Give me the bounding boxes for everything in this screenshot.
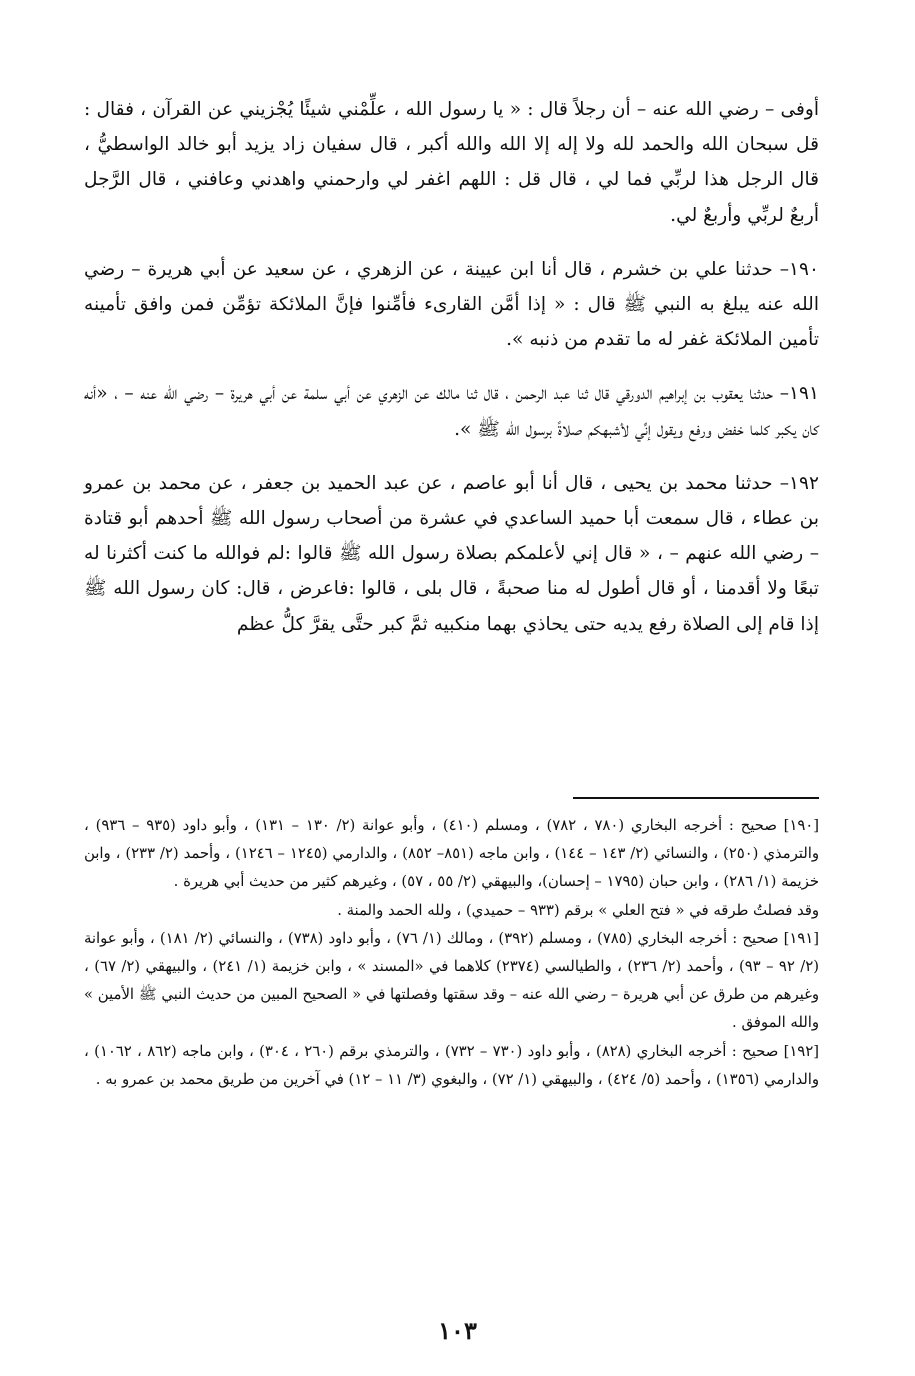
footnotes: [84, 812, 819, 1094]
footnote-separator: [573, 797, 819, 799]
footnote-191: [١٩١] صحيح : أخرجه البخاري (٧٨٥) ، ومسلم (٣٩٢) ، ومالك (١/ ٧٦) ، وأبو داود (٧٣٨) ، والنسائي (٢/ ١٨١) ، وأبو عوانة (٢/ ٩٢ – ٩٣) ، وأحمد (٢/ ٢٣٦) ، والطيالسي (٢٣٧٤) كلاهما في «المسند » ، وابن خزيمة (١/ ٢٤١) ، والبيهقي (٢/ ٦٧) ، وغيرهم من طرق عن أبي هريرة – رضي الله عنه – وقد سقتها وفصلتها في « الصحيح المبين من حديث النبي ﷺ الأمين » والله الموفق .: [84, 929, 819, 1032]
hadith-191: ١٩١– حدثنا يعقوب بن إبراهيم الدورقي قال ثنا عبد الرحمن ، قال ثنا مالك عن الزهري عن أبي سلمة عن أبي هريرة – رضي الله عنه – ، «أنه كان يكبر كلما خفض ورفع ويقول إنِّي لأشبهكم صلاةً برسول الله ﷺ ».: [84, 383, 819, 440]
page-number: ١٠٣: [438, 1316, 477, 1345]
footnote-192: [١٩٢] صحيح : أخرجه البخاري (٨٢٨) ، وأبو داود (٧٣٠ – ٧٣٢) ، والترمذي برقم (٢٦٠ ، ٣٠٤) ، وابن ماجه (٨٦٢ ، ١٠٦٢) ، والدارمي (١٣٥٦) ، وأحمد (٥/ ٤٢٤) ، والبيهقي (١/ ٧٢) ، والبغوي (٣/ ١١ – ١٢) في آخرين من طريق محمد بن عمرو به .: [84, 1042, 819, 1088]
hadith-192: ١٩٢– حدثنا محمد بن يحيى ، قال أنا أبو عاصم ، عن عبد الحميد بن جعفر ، عن محمد بن عمرو بن عطاء ، قال سمعت أبا حميد الساعدي في عشرة من أصحاب رسول الله ﷺ أحدهم أبو قتادة – رضي الله عنهم – ، « قال إني لأعلمكم بصلاة رسول الله ﷺ قالوا :لم فوالله ما كنت أكثرنا له تبعًا ولا أقدمنا ، أو قال أطول له منا صحبةً ، قال بلى ، قالوا :فاعرض ، قال: كان رسول الله ﷺ إذا قام إلى الصلاة رفع يديه حتى يحاذي بهما منكبيه ثمَّ كبر حتَّى يقرَّ كلُّ عظم: [84, 472, 819, 635]
footnote-190-note: وقد فصلتُ طرقه في « فتح العلي » برقم (٩٣٣ – حميدي) ، ولله الحمد والمنة .: [337, 901, 819, 919]
hadith-190: ١٩٠– حدثنا علي بن خشرم ، قال أنا ابن عيينة ، عن الزهري ، عن سعيد عن أبي هريرة – رضي الله عنه يبلغ به النبي ﷺ قال : « إذا أمَّن القارىء فأمِّنوا فإنَّ الملائكة تؤمِّن فمن وافق تأمينه تأمين الملائكة غفر له ما تقدم من ذنبه ».: [84, 258, 819, 351]
paragraph-continuation: أوفى – رضي الله عنه – أن رجلاً قال : « يا رسول الله ، علِّمْني شيئًا يُجْزيني عن القرآن ، فقال : قل سبحان الله والحمد لله ولا إله إلا الله والله أكبر ، قال سفيان زاد يزيد أبو خالد الواسطيُّ ، قال الرجل هذا لربِّي فما لي ، قال قل : اللهم اغفر لي وارحمني واهدني وعافني ، قال الرَّجل أربعٌ لربِّي وأربعٌ لي.: [84, 99, 819, 226]
footnote-190: [١٩٠] صحيح : أخرجه البخاري (٧٨٠ ، ٧٨٢) ، ومسلم (٤١٠) ، وأبو عوانة (٢/ ١٣٠ – ١٣١) ، وأبو داود (٩٣٥ – ٩٣٦) ، والترمذي (٢٥٠) ، والنسائي (٢/ ١٤٣ – ١٤٤) ، وابن ماجه (٨٥١– ٨٥٢) ، والدارمي (١٢٤٥ – ١٢٤٦) ، وأحمد (٢/ ٢٣٣) ، وابن خزيمة (١/ ٢٨٦) ، وابن حبان (١٧٩٥ – إحسان)، والبيهقي (٢/ ٥٥ ، ٥٧) ، وغيرهم كثير من حديث أبي هريرة .: [84, 817, 819, 891]
main-text: [84, 92, 819, 642]
